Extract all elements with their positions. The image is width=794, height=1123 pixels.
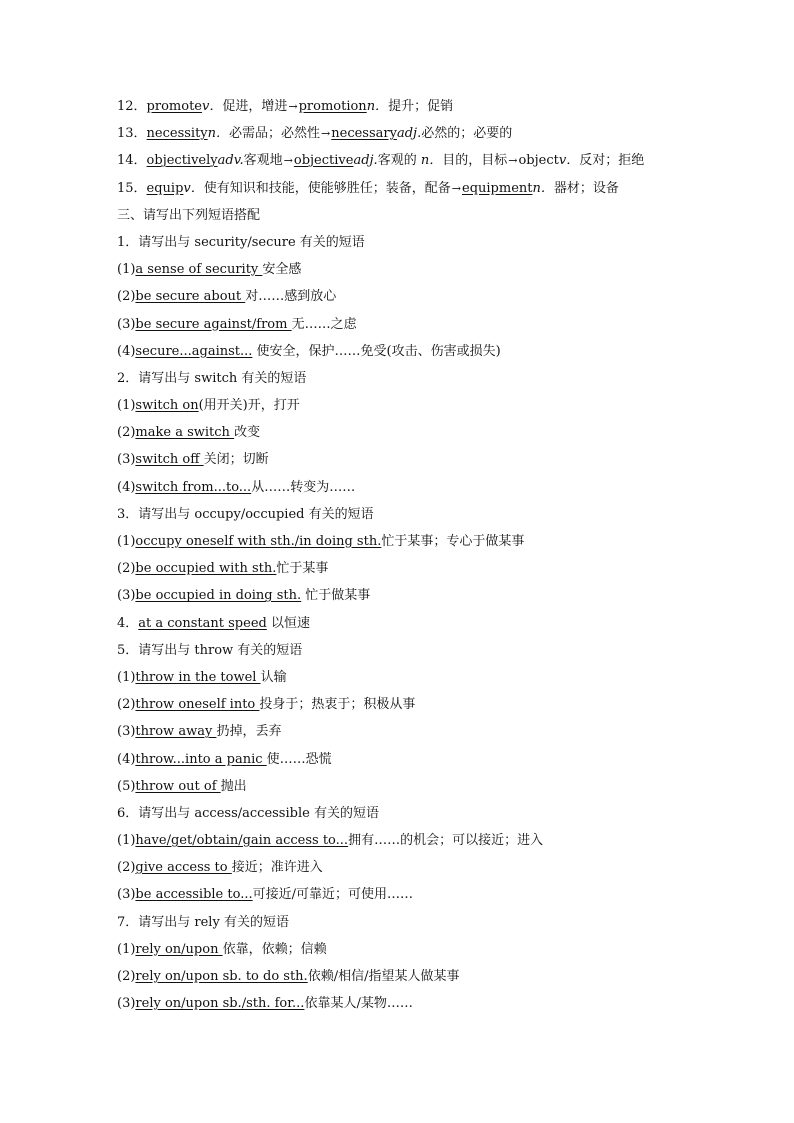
answer-phrase: rely on/upon sb./sth. for... [135,996,305,1012]
meaning: 拥有……的机会；可以接近；进入 [348,833,544,849]
answer-phrase: throw oneself into [135,697,260,713]
meaning: 器材；设备 [553,180,619,196]
answer-word: equipment [462,180,533,196]
meaning: 必然的；必要的 [421,126,513,142]
part-of-speech: n． [207,126,230,142]
meaning: 关闭；切断 [203,452,269,468]
answer-phrase: switch on [135,398,199,414]
item-number: 15． [117,180,147,196]
phrase-item [117,419,677,446]
vocab-item-14 [117,147,677,174]
group-title: 7．请写出与 rely 有关的短语 [117,914,289,930]
phrase-item [117,392,677,419]
answer-phrase: secure...against... [135,343,253,359]
part-of-speech: v． [183,180,204,196]
item-label: (4) [117,343,136,359]
item-label: (1) [117,262,136,278]
answer-phrase: be occupied with sth. [135,561,277,577]
meaning: 忙于某事 [276,561,329,577]
arrow-icon: → [283,154,293,168]
phrase-item [117,691,677,718]
item-label: (2) [117,697,136,713]
answer-phrase: throw in the towel [135,669,261,685]
item-label: (1) [117,398,136,414]
meaning: 依靠，依赖；信赖 [222,941,327,957]
part-of-speech: n． [532,180,554,196]
phrase-item [117,582,677,609]
phrase-item [117,528,677,555]
meaning: 安全感 [262,262,302,278]
item-number: 13． [117,126,147,142]
item-number: 12． [117,99,147,114]
item-label: (3) [117,724,136,740]
item-label: (3) [117,887,136,903]
phrase-item [117,936,677,963]
phrase-item [117,854,677,881]
answer-phrase: be secure against/from [135,316,292,332]
meaning: 投身于；热衷于；积极从事 [259,697,416,713]
arrow-icon: → [451,181,462,195]
phrase-item [117,446,677,473]
arrow-icon: → [288,100,298,113]
phrase-item [117,338,677,365]
meaning: 忙于某事；专心于做某事 [381,534,525,549]
part-of-speech: adj. [396,126,422,142]
vocab-item-15 [117,175,677,202]
phrase-item [117,256,677,283]
group-title: 5．请写出与 throw 有关的短语 [117,642,303,658]
group-title: 6．请写出与 access/accessible 有关的短语 [117,805,379,821]
vocab-item-13 [117,120,677,147]
answer-phrase: throw out of [135,778,221,794]
answer-phrase: be occupied in doing sth. [135,588,302,604]
item-number: 4． [117,615,139,631]
part-of-speech: adj. [353,153,378,169]
part-of-speech: n． [366,99,389,114]
phrase-item [117,746,677,773]
meaning: 依赖/相信/指望某人做某事 [307,969,460,984]
derived-word: object [518,153,559,169]
part-of-speech: n． [420,153,443,169]
phrase-item [117,718,677,745]
meaning: 必需品；必然性 [229,126,321,142]
meaning: 目的，目标 [442,153,508,169]
meaning: 认输 [260,669,287,685]
meaning: 扔掉，丢弃 [216,724,282,740]
answer-phrase: rely on/upon [135,941,223,957]
item-label: (3) [117,452,136,468]
answer-phrase: make a switch [135,425,235,441]
item-label: (3) [117,316,136,332]
answer-phrase: a sense of security [135,262,263,278]
phrase-item [117,773,677,800]
phrase-item [117,474,677,501]
answer-phrase: have/get/obtain/gain access to... [135,833,349,849]
item-label: (1) [117,941,136,957]
meaning: 使……恐慌 [266,751,332,767]
meaning: 以恒速 [266,615,310,631]
meaning: 忙于做某事 [301,588,371,604]
meaning: 客观的 [377,153,421,169]
document-page [117,93,677,1017]
answer-phrase: rely on/upon sb. to do sth. [135,969,308,984]
answer-phrase: be secure about [135,289,246,305]
group-title: 2．请写出与 switch 有关的短语 [117,370,307,386]
group-title: 3．请写出与 occupy/occupied 有关的短语 [117,506,374,522]
answer-word: promote [146,99,202,114]
meaning: 无……之虑 [291,316,357,332]
answer-phrase: occupy oneself with sth./in doing sth. [135,534,382,549]
meaning: 反对；拒绝 [579,153,645,169]
phrase-item [117,881,677,908]
item-label: (2) [117,860,136,876]
meaning: 使安全，保护……免受(攻击、伤害或损失) [252,343,501,359]
item-label: (4) [117,751,136,767]
meaning: 抛出 [220,778,247,794]
part-of-speech: adv. [217,153,244,169]
meaning: 客观地 [243,153,283,169]
meaning: 使有知识和技能，使能够胜任；装备，配备 [203,180,451,196]
arrow-icon: → [321,127,331,141]
meaning: 提升；促销 [388,99,454,114]
answer-word: equip [146,180,184,196]
meaning: 改变 [234,425,261,441]
meaning: 对……感到放心 [245,289,337,305]
answer-word: necessary [331,126,397,142]
item-label: (1) [117,534,136,549]
arrow-icon: → [508,154,518,168]
item-label: (2) [117,425,136,441]
item-label: (2) [117,561,136,577]
meaning: 依靠某人/某物…… [304,996,413,1012]
answer-phrase: switch from...to... [135,479,252,495]
phrase-item [117,827,677,854]
answer-word: promotion [298,99,367,114]
answer-phrase: throw...into a panic [135,751,267,767]
answer-word: objectively [146,153,218,169]
meaning: 促进，增进 [222,99,288,114]
phrase-item [117,664,677,691]
answer-phrase: give access to [135,860,232,876]
item-number: 14． [117,153,147,169]
item-label: (1) [117,669,136,685]
group-title [117,610,677,637]
phrase-item [117,990,677,1017]
phrase-item [117,283,677,310]
group-title: 1．请写出与 security/secure 有关的短语 [117,234,365,250]
answer-phrase: be accessible to... [135,887,253,903]
phrase-item [117,963,677,990]
item-label: (3) [117,996,136,1012]
item-label: (5) [117,778,136,794]
part-of-speech: v． [201,99,223,114]
part-of-speech: v． [558,153,580,169]
answer-phrase: switch off [135,452,204,468]
phrase-item [117,555,677,582]
item-label: (1) [117,833,136,849]
meaning: 可接近/可靠近；可使用…… [252,887,413,903]
phrase-item [117,311,677,338]
item-label: (2) [117,289,136,305]
meaning: (用开关)开，打开 [198,398,300,414]
answer-word: necessity [146,126,208,142]
meaning: 从……转变为…… [251,479,356,495]
answer-phrase: at a constant speed [138,615,267,631]
section-title: 三、请写出下列短语搭配 [117,207,261,223]
answer-word: objective [293,153,354,169]
vocab-item-12 [117,93,677,120]
item-label: (4) [117,479,136,495]
meaning: 接近；准许进入 [231,860,323,876]
item-label: (3) [117,588,136,604]
answer-phrase: throw away [135,724,217,740]
item-label: (2) [117,969,136,984]
